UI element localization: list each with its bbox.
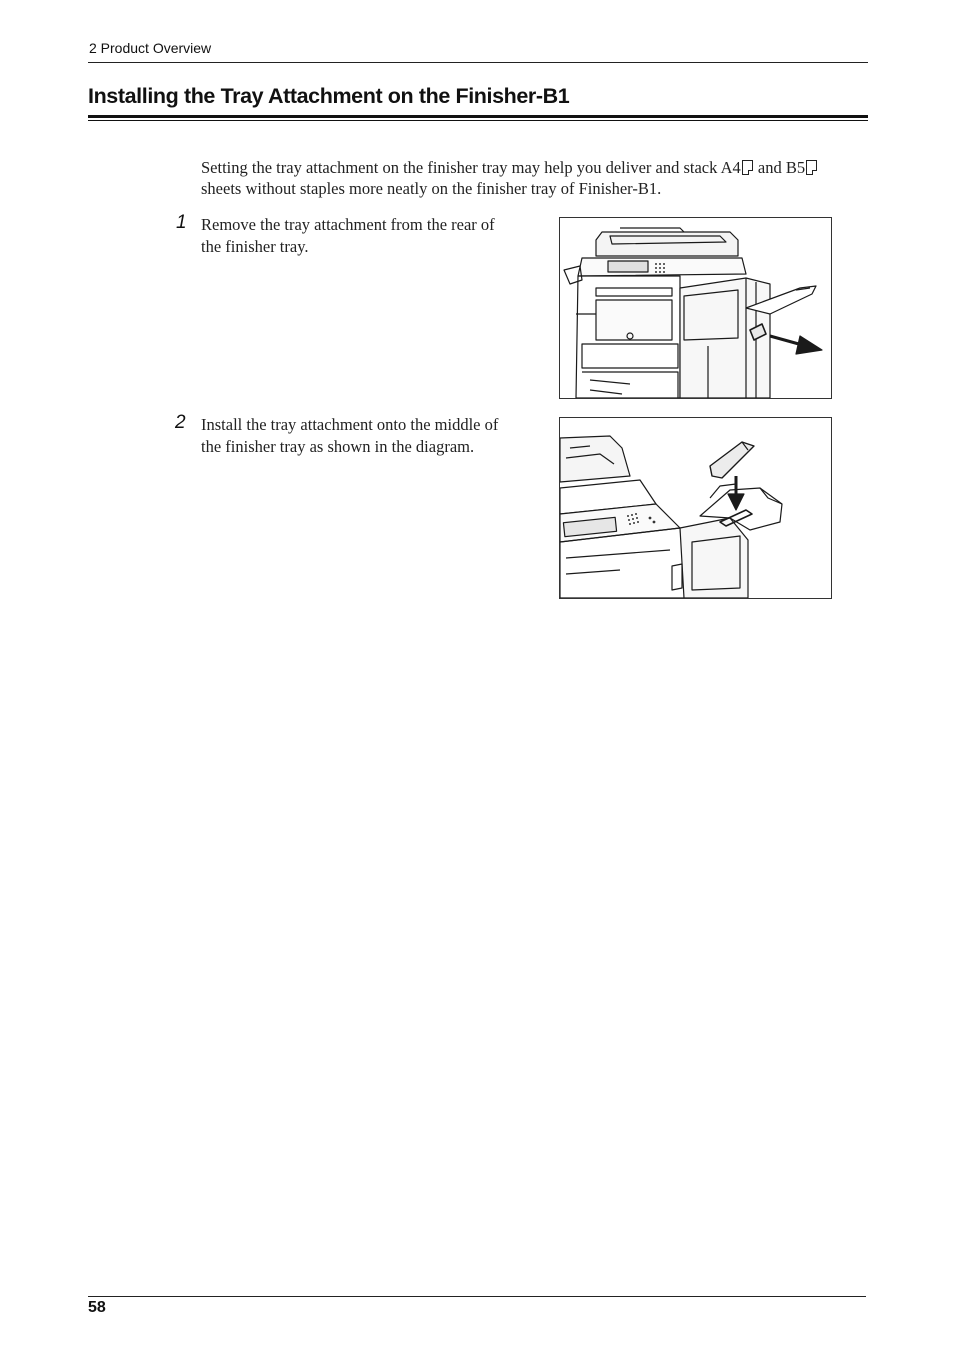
step-2-illustration — [559, 417, 832, 599]
step-1-text — [201, 214, 546, 258]
footer-divider — [88, 1296, 866, 1297]
title-rule-thick — [88, 115, 868, 118]
step-1-line-2: the finisher tray. — [201, 237, 309, 256]
header-divider — [88, 62, 868, 63]
long-edge-feed-icon — [806, 160, 817, 175]
step-2-line-2: the finisher tray as shown in the diagram. — [201, 437, 475, 456]
intro-text-c: sheets without staples more neatly on the finisher tray of Finisher-B1. — [201, 179, 662, 198]
title-rule-thin — [88, 120, 868, 121]
section-title: Installing the Tray Attachment on the Finisher-B1 — [88, 84, 570, 108]
step-2-text — [201, 414, 546, 458]
step-2-line-1: Install the tray attachment onto the middle of — [201, 415, 499, 434]
step-1-number: 1 — [176, 212, 187, 233]
running-header: 2 Product Overview — [89, 40, 212, 56]
long-edge-feed-icon — [742, 160, 753, 175]
step-1-line-1: Remove the tray attachment from the rear of — [201, 215, 495, 234]
intro-text-b: and B5 — [757, 158, 806, 177]
step-1-illustration — [559, 217, 832, 399]
step-2-number: 2 — [175, 412, 186, 433]
intro-text-a: Setting the tray attachment on the finisher tray may help you deliver and stack A4 — [201, 158, 741, 177]
page-number: 58 — [88, 1299, 106, 1316]
intro-paragraph — [201, 157, 871, 199]
